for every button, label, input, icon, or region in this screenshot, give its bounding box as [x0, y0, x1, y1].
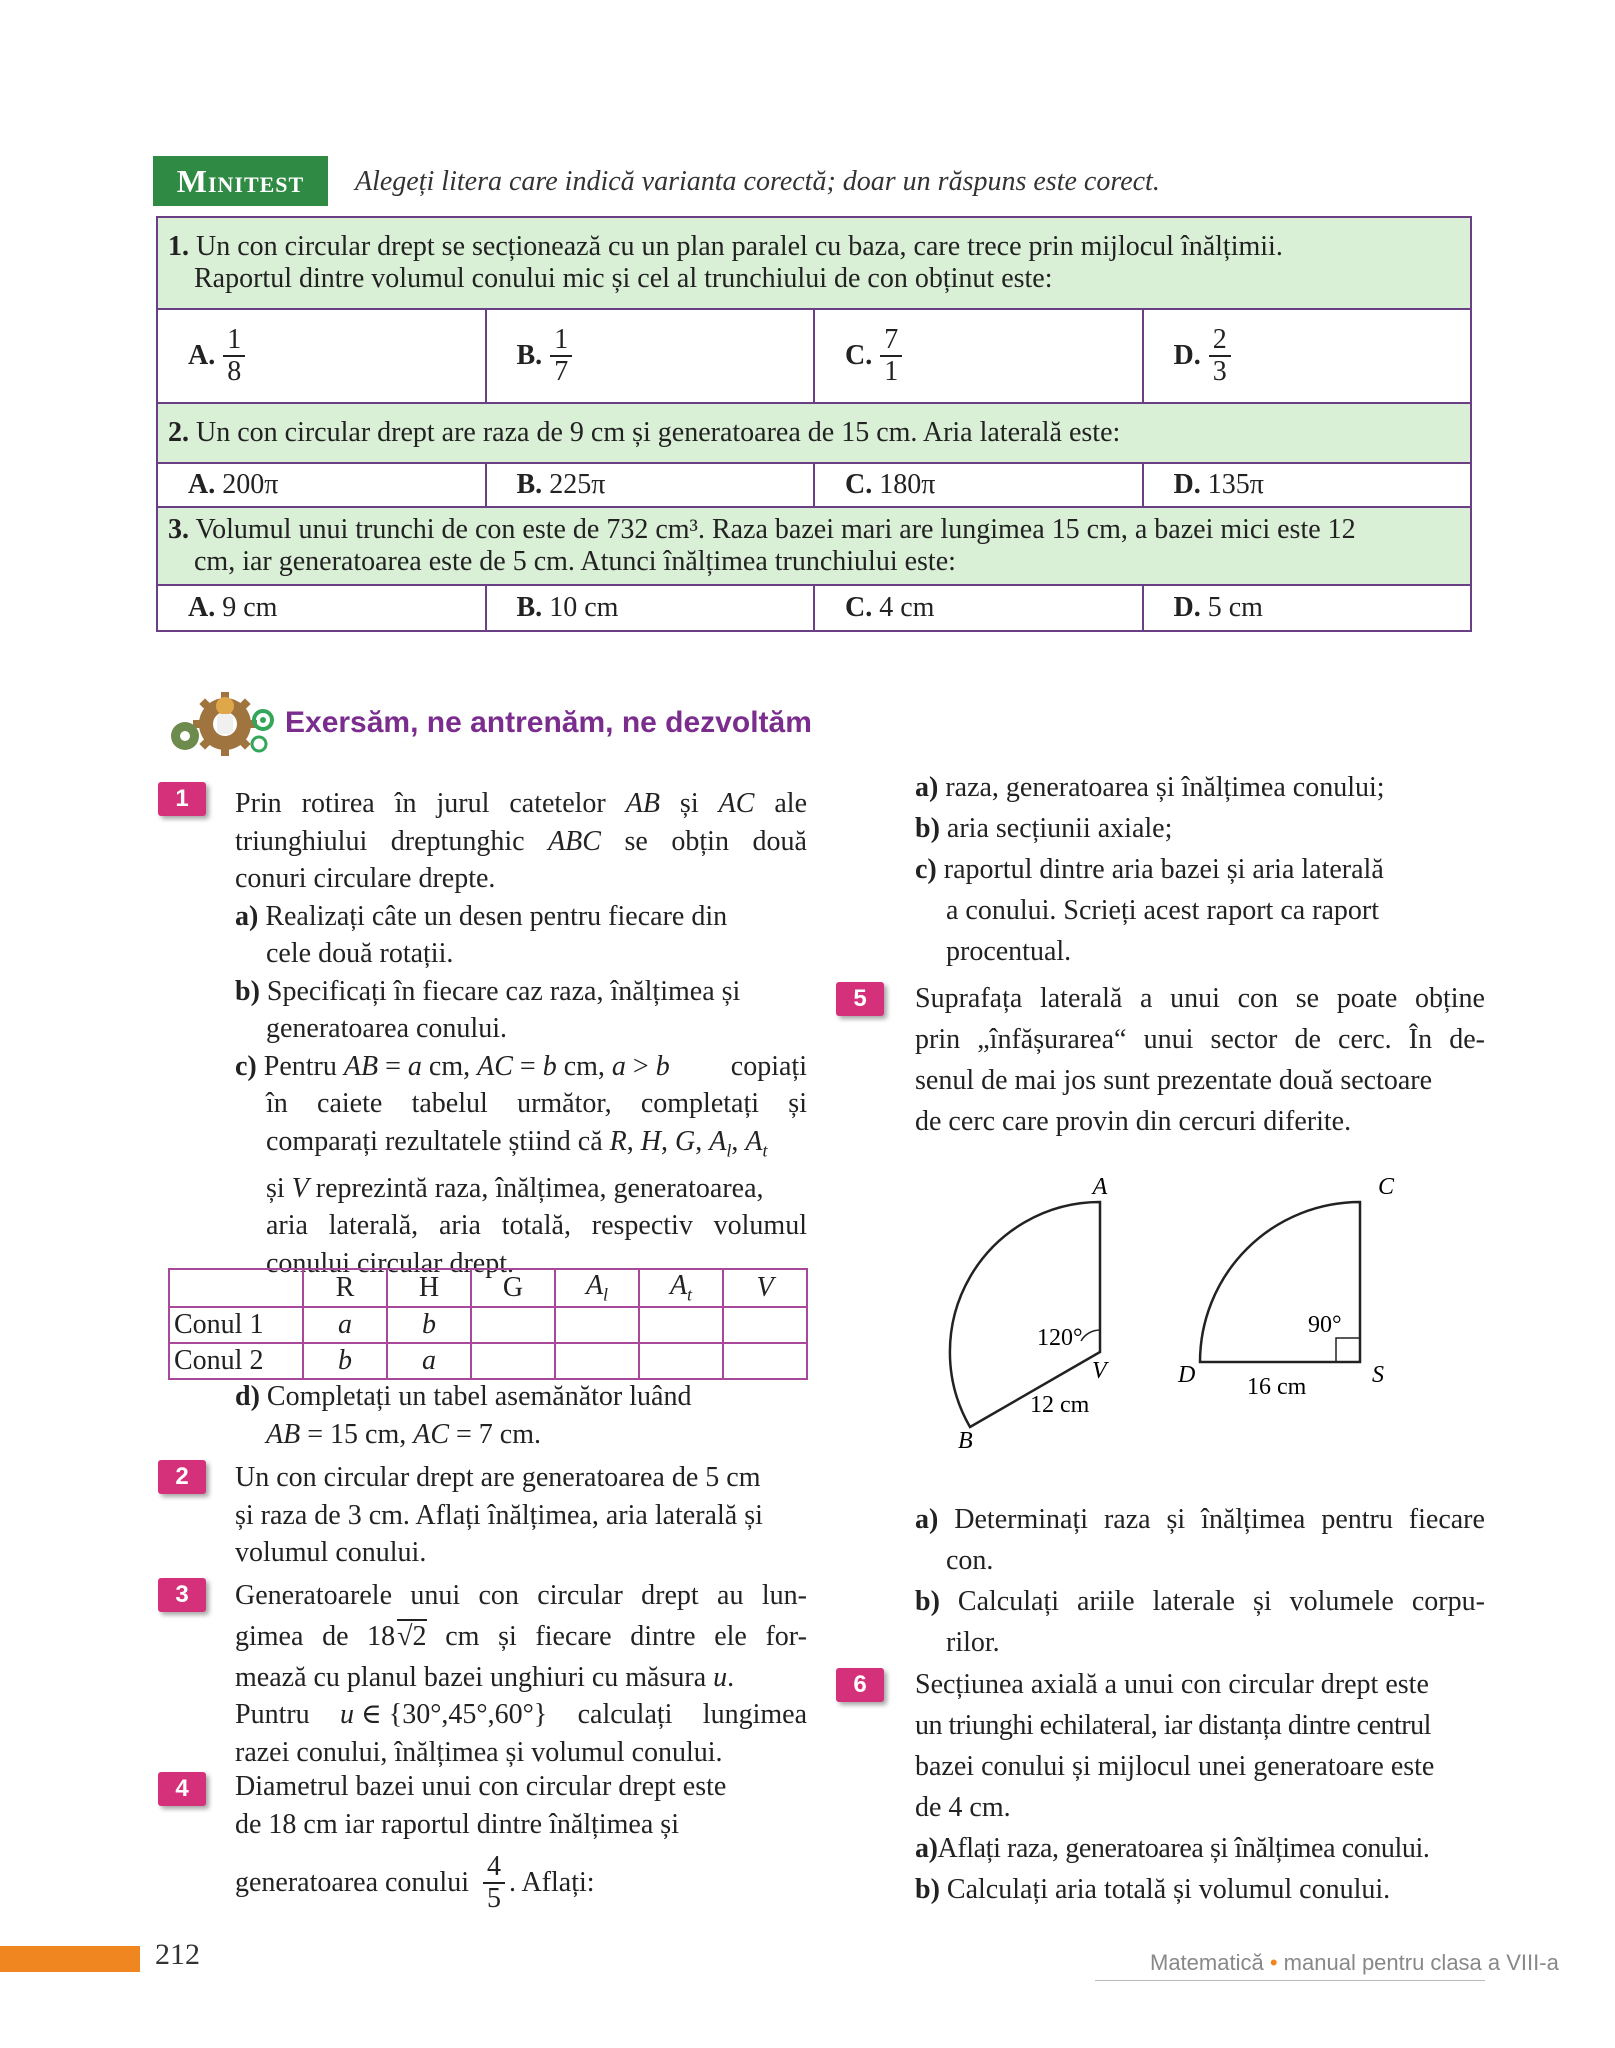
- exercise-4: [235, 1768, 807, 1923]
- ex4-a: a) raza, generatoarea și înălțimea conului;: [915, 772, 1385, 803]
- exercise-number-2: 2: [158, 1460, 206, 1494]
- sector-90: [1200, 1202, 1360, 1362]
- q1-option-b[interactable]: B. $\frac{1}{7}$: [486, 309, 815, 403]
- ex6-line: de 4 cm.: [915, 1792, 1011, 1823]
- page-number: 212: [155, 1938, 200, 1971]
- ex1-c-4: și V reprezintă raza, înălțimea, generatoarea,: [266, 1172, 764, 1204]
- section-title: Exersăm, ne antrenăm, ne dezvoltăm: [285, 706, 812, 739]
- exercise-number-5: 5: [836, 982, 884, 1016]
- q2-option-c[interactable]: C. 180π: [814, 463, 1143, 507]
- q1-option-a[interactable]: A. $\frac{1}{8}$: [157, 309, 486, 403]
- length-12cm: 12 cm: [1030, 1392, 1090, 1418]
- q3-option-d[interactable]: D. 5 cm: [1143, 585, 1472, 631]
- label-b: B: [958, 1428, 973, 1454]
- label-v: V: [1092, 1358, 1107, 1384]
- exercise-number-1: 1: [158, 782, 206, 816]
- q2-option-a[interactable]: A. 200π: [157, 463, 486, 507]
- sectors-figure: [930, 1150, 1420, 1470]
- cones-cell: b: [387, 1307, 471, 1343]
- angle-120: 120°: [1037, 1325, 1083, 1351]
- cones-header-v: V: [723, 1269, 807, 1307]
- exercise-number-6: 6: [836, 1668, 884, 1702]
- ex1-line-2: triunghiului dreptunghic ABC se obțin două: [235, 825, 807, 857]
- ex1-c-3: comparați rezultatele știind că R, H, G, $A_l$, $A_t$: [266, 1125, 768, 1161]
- ex1-c: c) Pentru AB = a cm, AC = b cm, a > b copiați: [235, 1050, 807, 1082]
- ex1-c-6: conului circular drept.: [266, 1247, 515, 1279]
- ex1-d-cont: AB = 15 cm, AC = 7 cm.: [266, 1418, 541, 1450]
- gears-icon: [155, 680, 277, 766]
- ex3-line: razei conului, înălțimea și volumul conului.: [235, 1736, 723, 1768]
- ex5-line: senul de mai jos sunt prezentate două sectoare: [915, 1065, 1433, 1096]
- question-1: 1. Un con circular drept se secționează cu un plan paralel cu baza, care trece prin mijlocul înălțimii. Raportul dintre volumul conului mic și cel al trunchiului de con obținut este:: [157, 217, 1471, 309]
- angle-90: 90°: [1308, 1312, 1342, 1338]
- ex4-line-frac: generatoarea conului $\frac{4}{5}$ . Aflați:: [235, 1851, 595, 1914]
- cones-cell: [723, 1343, 807, 1379]
- ex4-line: Diametrul bazei unui con circular drept este: [235, 1771, 727, 1802]
- q2-option-b[interactable]: B. 225π: [486, 463, 815, 507]
- footer-title: Matematică • manual pentru clasa a VIII-a: [1150, 1950, 1559, 1975]
- cones-table: [168, 1268, 808, 1380]
- minitest-table: [156, 216, 1472, 632]
- footer-accent-bar: [0, 1946, 140, 1972]
- question-3: 3. Volumul unui trunchi de con este de 732 cm³. Raza bazei mari are lungimea 15 cm, a bazei mici este 12 cm, iar generatoarea este de 5 cm. Atunci înălțimea trunchiului este:: [157, 507, 1471, 585]
- ex1-a-cont: cele două rotații.: [266, 938, 454, 969]
- cones-cell: [471, 1343, 555, 1379]
- ex4-c-cont: a conului. Scrieți acest raport ca raport: [946, 895, 1380, 926]
- cones-cell: [471, 1307, 555, 1343]
- cones-header-al: $A_l$: [555, 1269, 639, 1307]
- ex5-b: b) Calculați ariile laterale și volumele corpu-: [915, 1586, 1485, 1617]
- footer-rule: [1095, 1980, 1485, 1981]
- ex3-line: mează cu planul bazei unghiuri cu măsura u.: [235, 1661, 735, 1693]
- ex6-line: un triunghi echilateral, iar distanța dintre centrul: [915, 1710, 1431, 1741]
- label-a: A: [1092, 1174, 1108, 1200]
- cones-cell: [639, 1343, 723, 1379]
- q3-option-a[interactable]: A. 9 cm: [157, 585, 486, 631]
- ex1-b: b) Specificați în fiecare caz raza, înălțimea și: [235, 975, 741, 1007]
- ex2-line: Un con circular drept are generatoarea de 5 cm: [235, 1462, 761, 1493]
- q2-option-d[interactable]: D. 135π: [1143, 463, 1472, 507]
- exercise-1: [235, 785, 807, 1282]
- cones-header-g: G: [471, 1269, 555, 1307]
- ex2-line: volumul conului.: [235, 1537, 427, 1568]
- ex3-line: Generatoarele unui con circular drept au lun-: [235, 1580, 807, 1611]
- ex5-line: de cerc care provin din cercuri diferite.: [915, 1106, 1352, 1137]
- label-c: C: [1378, 1174, 1395, 1200]
- ex4-c: c) raportul dintre aria bazei și aria laterală: [915, 854, 1384, 885]
- cones-cell: a: [303, 1307, 387, 1343]
- exercise-5-parts: [915, 1499, 1485, 1663]
- ex3-line: gimea de 18√2 cm și fiecare dintre ele for-: [235, 1620, 807, 1652]
- exercise-number-3: 3: [158, 1578, 206, 1612]
- cones-row-label: Conul 1: [169, 1307, 303, 1343]
- minitest-badge: Minitest: [153, 156, 328, 206]
- q1-option-d[interactable]: D. $\frac{2}{3}$: [1143, 309, 1472, 403]
- cones-header-r: R: [303, 1269, 387, 1307]
- ex6-b: b) Calculați aria totală și volumul conului.: [915, 1874, 1391, 1905]
- ex3-line: Puntru u ∈ {30°,45°,60°} calculați lungimea: [235, 1699, 807, 1730]
- label-s: S: [1372, 1362, 1384, 1388]
- ex4-line: de 18 cm iar raportul dintre înălțimea și: [235, 1808, 679, 1840]
- exercise-3: [235, 1577, 807, 1771]
- exercise-6: [915, 1664, 1485, 1910]
- cones-header-h: H: [387, 1269, 471, 1307]
- ex5-b-cont: rilor.: [946, 1627, 1000, 1658]
- cones-header-empty: [169, 1269, 303, 1307]
- ex1-c-2: în caiete tabelul următor, completați și: [266, 1088, 807, 1119]
- cones-cell: b: [303, 1343, 387, 1379]
- ex6-line: Secțiunea axială a unui con circular drept este: [915, 1669, 1429, 1700]
- exercise-1-d: [235, 1378, 807, 1453]
- label-d: D: [1178, 1362, 1196, 1388]
- ex5-line: prin „înfășurarea“ unui sector de cerc. În de-: [915, 1024, 1485, 1055]
- ex5-line: Suprafața laterală a unui con se poate obține: [915, 983, 1485, 1014]
- ex5-a: a) Determinați raza și înălțimea pentru fiecare: [915, 1504, 1485, 1535]
- exercise-5: [915, 978, 1485, 1142]
- ex1-d: d) Completați un tabel asemănător luând: [235, 1381, 692, 1412]
- q3-option-b[interactable]: B. 10 cm: [486, 585, 815, 631]
- exercise-4-parts: [915, 767, 1485, 972]
- cones-cell: [639, 1307, 723, 1343]
- ex5-a-cont: con.: [946, 1545, 994, 1576]
- q3-option-c[interactable]: C. 4 cm: [814, 585, 1143, 631]
- ex1-b-cont: generatoarea conului.: [266, 1013, 507, 1044]
- question-2: 2. Un con circular drept are raza de 9 cm și generatoarea de 15 cm. Aria laterală este:: [157, 403, 1471, 463]
- cones-cell: [723, 1307, 807, 1343]
- length-16cm: 16 cm: [1247, 1374, 1307, 1400]
- cones-header-at: $A_t$: [639, 1269, 723, 1307]
- q1-option-c[interactable]: C. $\frac{7}{1}$: [814, 309, 1143, 403]
- exercise-2: [235, 1459, 807, 1572]
- ex4-b: b) aria secțiunii axiale;: [915, 813, 1173, 844]
- minitest-instruction: Alegeți litera care indică varianta corectă; doar un răspuns este corect.: [355, 166, 1160, 197]
- ex1-a: a) Realizați câte un desen pentru fiecare din: [235, 900, 728, 932]
- ex6-a: a)Aflați raza, generatoarea și înălțimea conului.: [915, 1833, 1430, 1864]
- cones-row-label: Conul 2: [169, 1343, 303, 1379]
- ex1-line-3: conuri circulare drepte.: [235, 863, 496, 894]
- ex2-line: și raza de 3 cm. Aflați înălțimea, aria laterală și: [235, 1499, 763, 1531]
- ex1-c-5: aria laterală, aria totală, respectiv volumul: [266, 1210, 807, 1242]
- ex4-c-cont: procentual.: [946, 936, 1072, 967]
- cones-cell: a: [387, 1343, 471, 1379]
- ex6-line: bazei conului și mijlocul unei generatoare este: [915, 1751, 1435, 1782]
- exercise-number-4: 4: [158, 1772, 206, 1806]
- ex1-line-1: Prin rotirea în jurul catetelor AB și AC ale: [235, 788, 807, 819]
- footer-bullet: •: [1269, 1950, 1278, 1975]
- cones-cell: [555, 1343, 639, 1379]
- cones-cell: [555, 1307, 639, 1343]
